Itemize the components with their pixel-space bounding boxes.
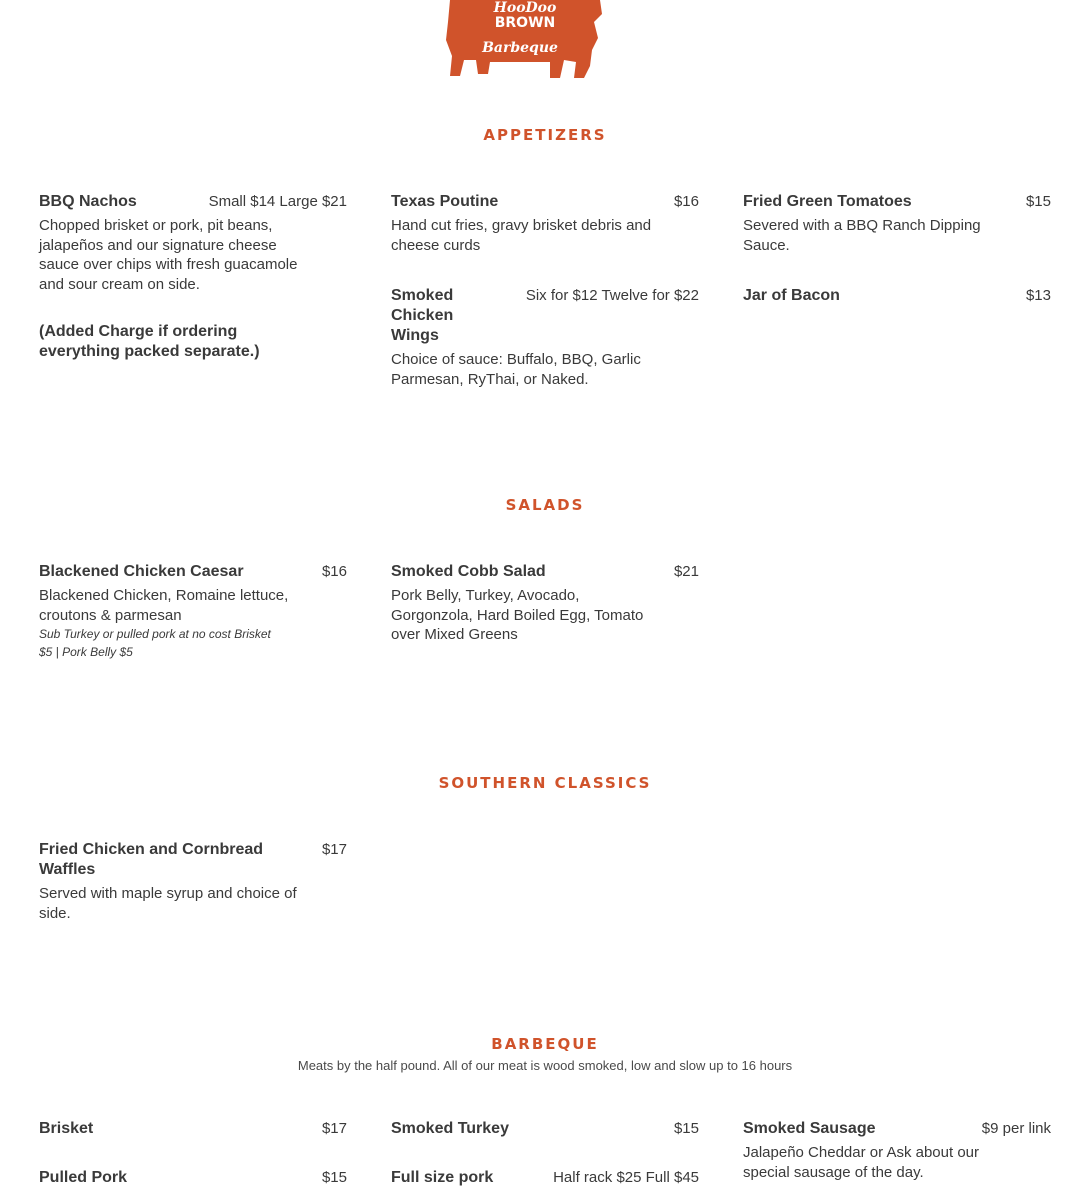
menu-item: [391, 192, 699, 255]
item-price: $15: [673, 1120, 699, 1137]
item-description: Served with maple syrup and choice of side.: [39, 885, 297, 922]
section-title-appetizers: APPETIZERS: [483, 126, 607, 144]
item-description: Jalapeño Cheddar or Ask about our special sausage of the day.: [743, 1144, 979, 1181]
item-name: Full size pork: [391, 1169, 494, 1186]
item-price: $16: [673, 193, 699, 210]
item-description: Severed with a BBQ Ranch Dipping Sauce.: [743, 217, 981, 254]
item-name: Pulled Pork: [39, 1169, 128, 1186]
item-price: Six for $12 Twelve for $22: [525, 287, 699, 304]
item-price: Small $14 Large $21: [208, 193, 347, 210]
item-description: Choice of sauce: Buffalo, BBQ, Garlic Parmesan, RyThai, or Naked.: [391, 351, 641, 388]
menu-item: [39, 1168, 347, 1188]
logo-line3: Barbeque: [482, 40, 558, 56]
item-name: Brisket: [39, 1120, 94, 1137]
menu-item: [391, 1168, 699, 1188]
item-price: Half rack $25 Full $45: [553, 1169, 699, 1186]
item-name: Jar of Bacon: [743, 287, 840, 304]
menu-item: [39, 1119, 347, 1139]
item-price: $21: [673, 563, 699, 580]
item-price: $15: [1025, 193, 1051, 210]
menu-item: [743, 1119, 1051, 1182]
section-title-salads: SALADS: [505, 496, 585, 514]
menu-item: [391, 286, 699, 389]
item-description: Blackened Chicken, Romaine lettuce, croutons & parmesan: [39, 587, 289, 624]
item-extra-note: (Added Charge if ordering everything packed separate.): [39, 323, 260, 360]
item-price: $16: [321, 563, 347, 580]
item-price: $17: [321, 1120, 347, 1137]
item-name: Smoked Cobb Salad: [391, 563, 546, 580]
menu-item: [39, 840, 347, 923]
hoodoo-brown-logo[interactable]: [442, 0, 608, 82]
menu-item: [39, 562, 347, 661]
item-description: Pork Belly, Turkey, Avocado, Gorgonzola, Hard Boiled Egg, Tomato over Mixed Greens: [391, 587, 644, 643]
section-title-southern-classics: SOUTHERN CLASSICS: [438, 774, 652, 792]
item-price: $9 per link: [981, 1120, 1051, 1137]
item-substitution-note: Sub Turkey or pulled pork at no cost Brisket $5 | Pork Belly $5: [39, 627, 271, 659]
menu-item: [39, 192, 347, 362]
menu-item: [391, 562, 699, 645]
item-name: BBQ Nachos: [39, 193, 137, 210]
section-title-barbeque: BARBEQUE: [491, 1035, 599, 1053]
menu-item: [743, 286, 1051, 306]
item-name: Fried Chicken and Cornbread Waffles: [39, 841, 264, 878]
item-description: Chopped brisket or pork, pit beans, jalapeños and our signature cheese sauce over chips with fresh guacamole and sour cream on side.: [39, 217, 298, 293]
item-price: $13: [1025, 287, 1051, 304]
item-name: Blackened Chicken Caesar: [39, 563, 244, 580]
item-name: Smoked Chicken Wings: [391, 287, 454, 344]
item-name: Texas Poutine: [391, 193, 499, 210]
item-name: Smoked Turkey: [391, 1120, 509, 1137]
section-subtitle-barbeque: Meats by the half pound. All of our meat is wood smoked, low and slow up to 16 hours: [297, 1058, 793, 1073]
menu-item: [743, 192, 1051, 255]
item-price: $15: [321, 1169, 347, 1186]
item-price: $17: [321, 841, 347, 858]
menu-item: [391, 1119, 699, 1139]
logo-line2: BROWN: [494, 15, 556, 31]
logo-line1: HooDoo: [493, 0, 557, 16]
item-description: Hand cut fries, gravy brisket debris and cheese curds: [391, 217, 652, 254]
item-name: Smoked Sausage: [743, 1120, 876, 1137]
item-name: Fried Green Tomatoes: [743, 193, 912, 210]
